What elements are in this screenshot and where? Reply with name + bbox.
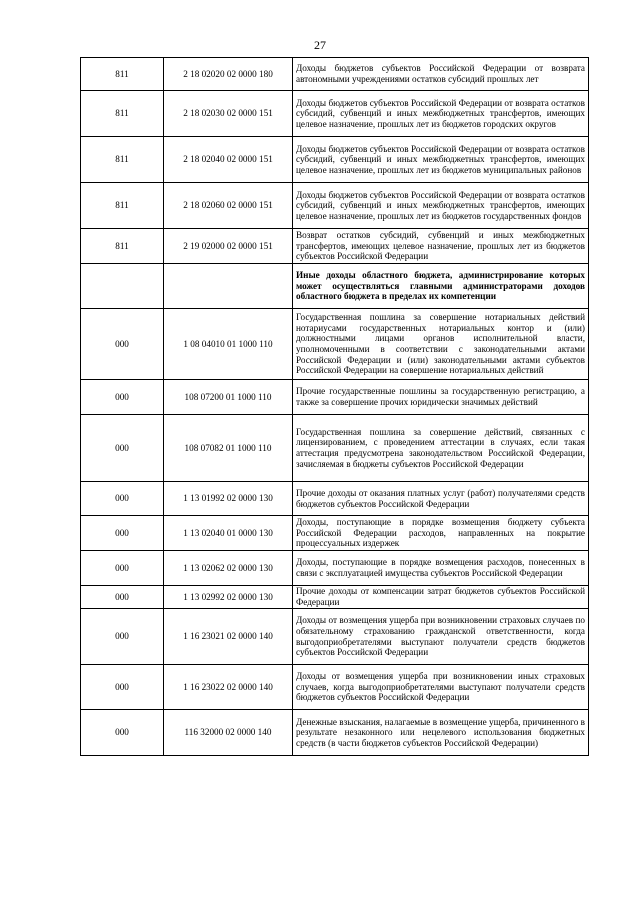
description-cell: Возврат остатков субсидий, субвенций и иных межбюджетных трансфертов, имеющих целевое назначение, прошлых лет из бюджетов субъектов Российской Федерации [293, 229, 589, 264]
table-row [81, 380, 589, 415]
admin-code-cell: 000 [81, 482, 164, 516]
section-header-row [81, 264, 589, 309]
budget-code-cell: 1 16 23021 02 0000 140 [164, 609, 293, 665]
budget-code-cell: 108 07200 01 1000 110 [164, 380, 293, 415]
budget-code-cell [164, 264, 293, 309]
description-cell: Доходы бюджетов субъектов Российской Федерации от возврата остатков субсидий, субвенций и иных межбюджетных трансфертов, имеющих целевое назначение, прошлых лет из бюджетов городских округов [293, 91, 589, 137]
budget-code-cell: 2 18 02030 02 0000 151 [164, 91, 293, 137]
admin-code-cell [81, 264, 164, 309]
description-cell: Доходы от возмещения ущерба при возникновении страховых случаев по обязательному страхованию гражданской ответственности, когда выгодоприобретателями выступают получатели средств бюджетов субъектов Российской Федерации [293, 609, 589, 665]
table-row [81, 516, 589, 551]
description-cell: Доходы от возмещения ущерба при возникновении иных страховых случаев, когда выгодоприобретателями выступают получатели средств бюджетов субъектов Российской Федерации [293, 665, 589, 710]
budget-code-cell: 2 18 02060 02 0000 151 [164, 183, 293, 229]
table-row [81, 183, 589, 229]
admin-code-cell: 000 [81, 710, 164, 756]
budget-code-cell: 1 13 02040 01 0000 130 [164, 516, 293, 551]
budget-code-cell: 2 19 02000 02 0000 151 [164, 229, 293, 264]
budget-code-cell: 1 13 02062 02 0000 130 [164, 551, 293, 586]
table-row [81, 710, 589, 756]
table-row [81, 665, 589, 710]
description-cell: Иные доходы областного бюджета, администрирование которых может осуществляться главными администраторами доходов областного бюджета в пределах их компетенции [293, 264, 589, 309]
admin-code-cell: 000 [81, 586, 164, 609]
table-row [81, 415, 589, 482]
table-row [81, 482, 589, 516]
admin-code-cell: 000 [81, 415, 164, 482]
admin-code-cell: 811 [81, 229, 164, 264]
budget-code-cell: 116 32000 02 0000 140 [164, 710, 293, 756]
admin-code-cell: 000 [81, 609, 164, 665]
table-body [81, 58, 589, 756]
admin-code-cell: 000 [81, 309, 164, 380]
description-cell: Доходы, поступающие в порядке возмещения расходов, понесенных в связи с эксплуатацией имущества субъектов Российской Федерации [293, 551, 589, 586]
description-cell: Прочие доходы от оказания платных услуг (работ) получателями средств бюджетов субъектов Российской Федерации [293, 482, 589, 516]
admin-code-cell: 000 [81, 380, 164, 415]
description-cell: Доходы бюджетов субъектов Российской Федерации от возврата автономными учреждениями остатков субсидий прошлых лет [293, 58, 589, 91]
admin-code-cell: 811 [81, 137, 164, 183]
description-cell: Прочие государственные пошлины за государственную регистрацию, а также за совершение прочих юридически значимых действий [293, 380, 589, 415]
admin-code-cell: 000 [81, 665, 164, 710]
admin-code-cell: 000 [81, 551, 164, 586]
description-cell: Доходы бюджетов субъектов Российской Федерации от возврата остатков субсидий, субвенций и иных межбюджетных трансфертов, имеющих целевое назначение, прошлых лет из бюджетов муниципальных районов [293, 137, 589, 183]
admin-code-cell: 811 [81, 183, 164, 229]
table-row [81, 58, 589, 91]
description-cell: Денежные взыскания, налагаемые в возмещение ущерба, причиненного в результате незаконного или нецелевого использования бюджетных средств (в части бюджетов субъектов Российской Федерации) [293, 710, 589, 756]
budget-code-cell: 2 18 02020 02 0000 180 [164, 58, 293, 91]
table-row [81, 137, 589, 183]
budget-code-cell: 2 18 02040 02 0000 151 [164, 137, 293, 183]
budget-code-cell: 108 07082 01 1000 110 [164, 415, 293, 482]
description-cell: Государственная пошлина за совершение действий, связанных с лицензированием, с проведением аттестации в случаях, если такая аттестация предусмотрена законодательством Российской Федерации, зачисляемая в бюджеты субъектов Российской Федерации [293, 415, 589, 482]
description-cell: Доходы, поступающие в порядке возмещения бюджету субъекта Российской Федерации расходов, направленных на покрытие процессуальных издержек [293, 516, 589, 551]
budget-code-cell: 1 08 04010 01 1000 110 [164, 309, 293, 380]
description-cell: Прочие доходы от компенсации затрат бюджетов субъектов Российской Федерации [293, 586, 589, 609]
description-cell: Государственная пошлина за совершение нотариальных действий нотариусами государственных нотариальных контор и (или) должностными лицами органов исполнительной власти, уполномоченными в соответствии с законодательными актами Российской Федерации и (или) законодательными актами субъектов Российской Федерации на совершение нотариальных действий [293, 309, 589, 380]
budget-code-cell: 1 16 23022 02 0000 140 [164, 665, 293, 710]
table-row [81, 91, 589, 137]
budget-code-cell: 1 13 02992 02 0000 130 [164, 586, 293, 609]
admin-code-cell: 000 [81, 516, 164, 551]
description-cell: Доходы бюджетов субъектов Российской Федерации от возврата остатков субсидий, субвенций и иных межбюджетных трансфертов, имеющих целевое назначение, прошлых лет из бюджетов государственных фондов [293, 183, 589, 229]
table-row [81, 229, 589, 264]
table-row [81, 551, 589, 586]
page-number: 27 [314, 38, 326, 52]
table-row [81, 309, 589, 380]
revenue-codes-table [80, 57, 589, 756]
admin-code-cell: 811 [81, 58, 164, 91]
budget-code-cell: 1 13 01992 02 0000 130 [164, 482, 293, 516]
admin-code-cell: 811 [81, 91, 164, 137]
table-row [81, 609, 589, 665]
table-row [81, 586, 589, 609]
